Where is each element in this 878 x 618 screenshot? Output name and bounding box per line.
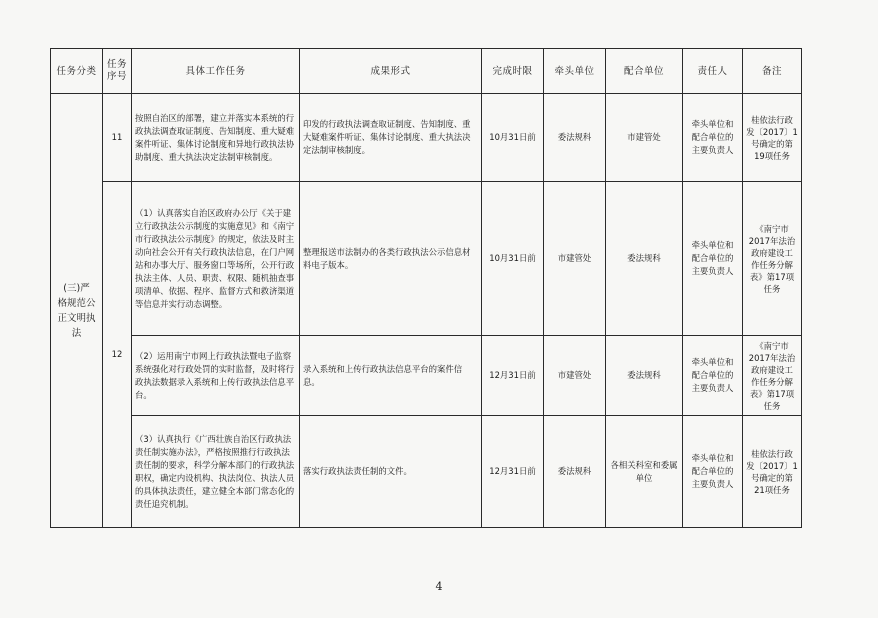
cooperate-cell: 市建管处 [606,94,683,182]
header-deadline: 完成时限 [482,49,544,94]
header-responsible: 责任人 [683,49,743,94]
table-row [51,336,802,416]
category-text: (三)严 格规范公 正文明执 法 [57,282,96,339]
header-row [51,49,802,94]
table-row [51,182,802,336]
note-text: 《南宁市 2017年法治 政府建设工 作任务分解 表》第17项 任务 [748,223,796,294]
responsible-cell [683,182,743,336]
cooperate-cell: 委法规科 [606,182,683,336]
responsible-cell [683,336,743,416]
responsible-cell [683,94,743,182]
note-cell [743,336,802,416]
lead-cell: 市建管处 [544,336,606,416]
responsible-text: 牵头单位和 配合单位的 主要负责人 [691,453,734,489]
result-cell: 录入系统和上传行政执法信息平台的案件信息。 [300,336,482,416]
cooperate-cell: 委法规科 [606,336,683,416]
responsible-text: 牵头单位和 配合单位的 主要负责人 [691,240,734,276]
seq-cell: 11 [103,94,132,182]
header-category: 任务分类 [51,49,103,94]
header-result: 成果形式 [300,49,482,94]
responsible-text: 牵头单位和 配合单位的 主要负责人 [691,119,734,155]
header-note: 备注 [743,49,802,94]
task-cell: （2）运用南宁市网上行政执法暨电子监察系统强化对行政处罚的实时监督，及时将行政执法数据录入系统和上传行政执法信息平台。 [132,336,300,416]
note-text: 桂依法行政 发〔2017〕1 号确定的第 19项任务 [746,114,798,161]
header-seq [103,49,132,94]
note-text: 《南宁市 2017年法治 政府建设工 作任务分解 表》第17项 任务 [748,340,796,411]
cooperate-cell: 各相关科室和委属单位 [606,416,683,528]
task-cell: 按照自治区的部署，建立并落实本系统的行政执法调查取证制度、告知制度、重大疑难案件听证、集体讨论制度和异地行政执法协助制度、重大执法决定法制审核制度。 [132,94,300,182]
category-cell [51,94,103,528]
header-task: 具体工作任务 [132,49,300,94]
result-cell: 印发的行政执法调查取证制度、告知制度、重大疑难案件听证、集体讨论制度、重大执法决定法制审核制度。 [300,94,482,182]
header-seq-text: 任务 序号 [106,59,127,82]
seq-cell: 12 [103,182,132,528]
task-cell: （3）认真执行《广西壮族自治区行政执法责任制实施办法》，严格按照推行行政执法责任制的要求，科学分解本部门的行政执法职权，确定内设机构、执法岗位、执法人员的具体执法责任，建立健全本部门常态化的责任追究机制。 [132,416,300,528]
task-cell: （1）认真落实自治区政府办公厅《关于建立行政执法公示制度的实施意见》和《南宁市行政执法公示制度》的规定，依法及时主动向社会公开有关行政执法信息，在门户网站和办事大厅、服务窗口等场所，公开行政执法主体、人员、职责、权限、随机抽查事项清单、依据、程序、监督方式和救济渠道等信息并实行动态调整。 [132,182,300,336]
note-cell [743,94,802,182]
header-cooperate: 配合单位 [606,49,683,94]
responsible-text: 牵头单位和 配合单位的 主要负责人 [691,357,734,393]
deadline-cell: 10月31日前 [482,94,544,182]
deadline-cell: 10月31日前 [482,182,544,336]
responsible-cell [683,416,743,528]
result-cell: 落实行政执法责任制的文件。 [300,416,482,528]
table-row [51,94,802,182]
deadline-cell: 12月31日前 [482,336,544,416]
page-number: 4 [435,580,443,593]
lead-cell: 委法规科 [544,416,606,528]
lead-cell: 委法规科 [544,94,606,182]
result-cell: 整理报送市法制办的各类行政执法公示信息材料电子版本。 [300,182,482,336]
note-cell [743,182,802,336]
note-text: 桂依法行政 发〔2017〕1 号确定的第 21项任务 [746,448,798,495]
task-table [50,48,802,528]
note-cell [743,416,802,528]
header-lead: 牵头单位 [544,49,606,94]
table-row [51,416,802,528]
lead-cell: 市建管处 [544,182,606,336]
deadline-cell: 12月31日前 [482,416,544,528]
